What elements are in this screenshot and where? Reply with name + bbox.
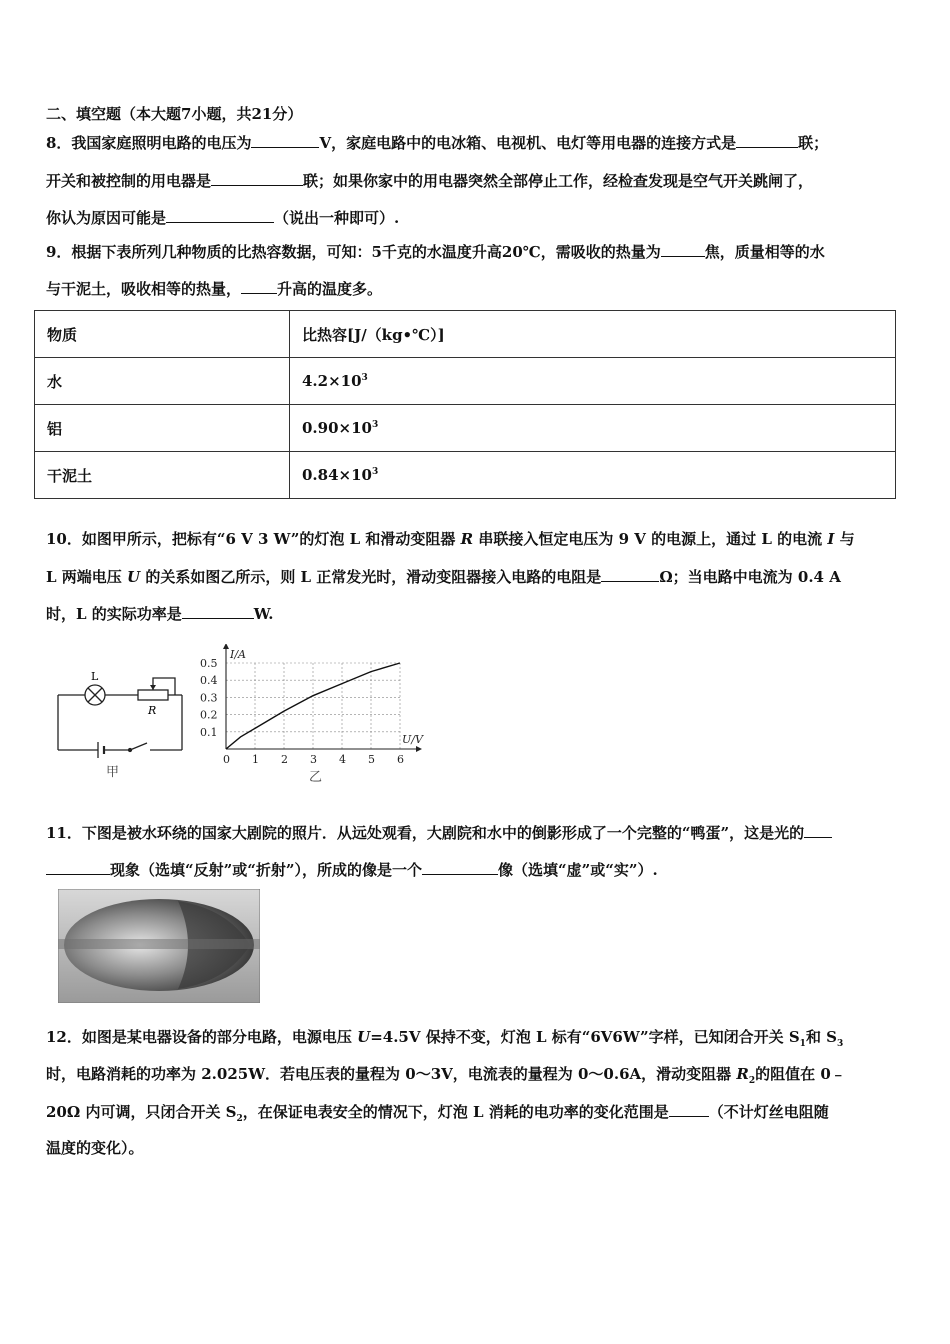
x-tick-label: 0 (223, 753, 230, 766)
q9-line-2 (46, 278, 382, 299)
x-tick-label: 6 (397, 753, 404, 766)
q10-blank-power[interactable] (182, 603, 254, 619)
table-cell-value (290, 452, 896, 499)
q12-text: 时，电路消耗的功率为 2.025W．若电压表的量程为 0～3V，电流表的量程为 0～0.6A，滑动变阻器 (46, 1065, 737, 1083)
table-row (35, 358, 896, 405)
table-row (35, 452, 896, 499)
q11-line-2 (46, 859, 658, 880)
lamp-label: L (91, 670, 99, 683)
q11-blank-image-type[interactable] (422, 859, 498, 875)
q10-text: Ω；当电路中电流为 0.4 A (659, 568, 841, 586)
q10-line-3 (46, 603, 274, 624)
q8-text: 联； (798, 134, 829, 152)
table-cell-substance: 水 (35, 358, 290, 405)
x-tick-label: 1 (252, 753, 259, 766)
q12-subscript: 2 (236, 1114, 243, 1124)
x-axis-arrow-icon (416, 746, 422, 752)
q8-line-3 (46, 207, 399, 228)
value-exponent: 3 (371, 467, 379, 477)
table-cell-substance: 干泥土 (35, 452, 290, 499)
q8-text: 你认为原因可能是 (46, 209, 167, 227)
table-cell-value (290, 358, 896, 405)
value-mantissa: 0.90×10 (302, 419, 372, 437)
q10-text: L 两端电压 (46, 568, 127, 586)
slider-arrow-icon (150, 685, 156, 690)
q10-symbol-r: R (460, 530, 474, 548)
q9-blank-heat[interactable] (661, 241, 705, 257)
q10-text: 与 (834, 530, 855, 548)
q10-text: 串联接入恒定电压为 9 V 的电源上，通过 L 的电流 (473, 530, 828, 548)
water-line (58, 939, 260, 949)
table-header-row (35, 311, 896, 358)
switch-icon (130, 743, 147, 750)
q8-text: 联；如果你家中的用电器突然全部停止工作，经检查发现是空气开关跳闸了， (303, 172, 814, 190)
rheostat-icon (138, 690, 168, 700)
q12-subscript: 3 (837, 1039, 844, 1049)
q8-text: V，家庭电路中的电冰箱、电视机、电灯等用电器的连接方式是 (319, 134, 737, 152)
table-row (35, 405, 896, 452)
x-tick-label: 2 (281, 753, 288, 766)
q8-text: （说出一种即可）. (274, 209, 400, 227)
q12-text: ，在保证电表安全的情况下，灯泡 L 消耗的电功率的变化范围是 (242, 1103, 669, 1121)
circuit-diagram (50, 660, 190, 785)
x-tick-label: 4 (339, 753, 346, 766)
y-axis-arrow-icon (223, 644, 229, 649)
q11-text: 现象（选填“反射”或“折射”），所成的像是一个 (110, 861, 423, 879)
y-tick-label: 0.2 (200, 708, 218, 722)
q8-line-1 (46, 132, 828, 153)
q11-blank-phenomenon-a[interactable] (804, 822, 832, 838)
q12-symbol-u: U (357, 1028, 371, 1046)
value-exponent: 3 (361, 373, 368, 383)
q10-line-2 (46, 566, 841, 587)
q8-blank-voltage[interactable] (251, 132, 319, 148)
q9-text: 焦，质量相等的水 (704, 243, 825, 261)
q12-subscript: 1 (799, 1039, 806, 1049)
q8-text: 8．我国家庭照明电路的电压为 (46, 134, 252, 152)
table-header-cell: 比热容[J/（kg•℃）] (290, 311, 896, 358)
value-exponent: 3 (371, 420, 379, 430)
rheostat-slider (153, 678, 175, 695)
q12-line-2 (46, 1064, 846, 1091)
y-tick-label: 0.4 (200, 674, 218, 688)
grand-theatre-photo (58, 889, 260, 1003)
q8-blank-reason[interactable] (166, 207, 274, 223)
q12-line-3 (46, 1101, 829, 1129)
y-axis-label: I/A (230, 648, 246, 661)
q12-symbol-r: R (736, 1065, 749, 1083)
q8-line-2 (46, 170, 813, 191)
switch-pivot (129, 749, 132, 752)
figure-b-caption: 乙 (309, 770, 323, 785)
q12-text: 的阻值在 0﹣ (755, 1065, 846, 1083)
x-tick-label: 5 (368, 753, 375, 766)
iu-chart (198, 644, 438, 786)
q10-line-1 (46, 529, 855, 549)
x-axis-label: U/V (402, 733, 423, 746)
table-header-cell: 物质 (35, 311, 290, 358)
q9-text: 与干泥土，吸收相等的热量， (46, 280, 242, 298)
q12-line-4: 温度的变化）。 (46, 1139, 144, 1157)
q10-text: W. (253, 605, 274, 623)
table-cell-value (290, 405, 896, 452)
q11-blank-phenomenon-b[interactable] (46, 859, 110, 875)
x-tick-label: 3 (310, 753, 317, 766)
q10-symbol-i: I (827, 530, 835, 548)
y-tick-label: 0.3 (200, 691, 218, 705)
q12-blank-power-range[interactable] (669, 1101, 709, 1117)
q12-text: 20Ω 内可调，只闭合开关 S (46, 1103, 237, 1121)
specific-heat-table (34, 310, 896, 499)
q11-line-1 (46, 822, 832, 843)
y-tick-label: 0.1 (200, 725, 218, 739)
table-cell-substance: 铝 (35, 405, 290, 452)
q12-text: =4.5V 保持不变，灯泡 L 标有“6V6W”字样，已知闭合开关 S (370, 1028, 800, 1046)
q11-text: 像（选填“虚”或“实”）. (498, 861, 658, 879)
q10-text: 10．如图甲所示，把标有“6 V 3 W”的灯泡 L 和滑动变阻器 (46, 530, 461, 548)
q8-blank-switch[interactable] (211, 170, 303, 186)
figure-a-caption: 甲 (106, 765, 120, 780)
q12-text: 12．如图是某电器设备的部分电路，电源电压 (46, 1028, 358, 1046)
section-title: 二、填空题（本大题7小题，共21分） (46, 105, 303, 123)
q12-text: 和 S (805, 1028, 837, 1046)
q12-line-1 (46, 1027, 843, 1054)
q8-text: 开关和被控制的用电器是 (46, 172, 212, 190)
q9-line-1 (46, 241, 825, 262)
y-tick-label: 0.5 (200, 657, 218, 670)
q8-blank-connection[interactable] (736, 132, 798, 148)
q11-text: 11．下图是被水环绕的国家大剧院的照片．从远处观看，大剧院和水中的倒影形成了一个完整的“鸭蛋”，这是光的 (46, 824, 805, 842)
q9-text: 9．根据下表所列几种物质的比热容数据，可知：5千克的水温度升高20℃，需吸收的热量为 (46, 243, 661, 261)
q10-text: 的关系如图乙所示，则 L 正常发光时，滑动变阻器接入电路的电阻是 (140, 568, 602, 586)
q9-text: 升高的温度多。 (277, 280, 383, 298)
value-mantissa: 4.2×10 (302, 372, 362, 390)
q10-symbol-u: U (127, 568, 141, 586)
q9-blank-substance[interactable] (241, 278, 277, 294)
rheostat-label: R (148, 704, 157, 717)
q12-subscript: 2 (748, 1076, 756, 1086)
q10-text: 时，L 的实际功率是 (46, 605, 182, 623)
value-mantissa: 0.84×10 (302, 466, 372, 484)
q10-blank-resistance[interactable] (601, 566, 659, 582)
q12-text: （不计灯丝电阻随 (708, 1103, 829, 1121)
